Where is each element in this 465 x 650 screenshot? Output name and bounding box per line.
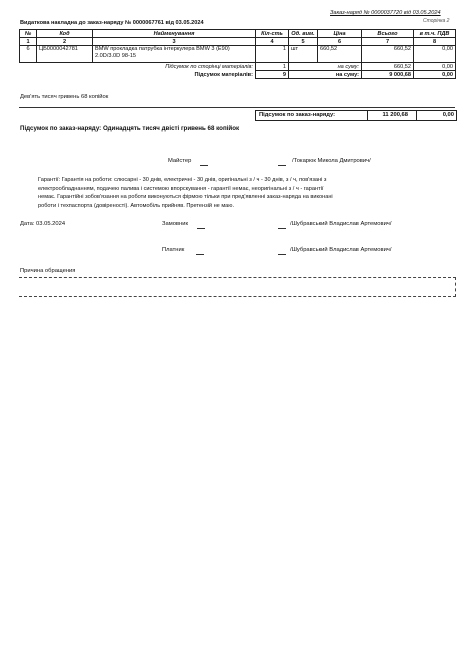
- col-number: 1: [20, 38, 37, 46]
- signature-line: [197, 228, 205, 229]
- order-total-label: Підсумок по заказ-наряду:: [259, 112, 336, 118]
- col-number: 2: [37, 38, 93, 46]
- guarantee-line: електрообладнанням, подачею палива і системою впорскування - гарантії немає, неоригінальні з / ч - гарантії: [38, 185, 324, 192]
- row-vat: 0,00: [414, 46, 456, 63]
- signature-line: [200, 165, 208, 166]
- col-number: 4: [256, 38, 289, 46]
- row-code: ЦБ0000042781: [37, 46, 93, 63]
- page-subtotal-sum-label: на суму:: [289, 63, 362, 71]
- col-header-price: Ціна: [318, 30, 362, 38]
- col-number: 6: [318, 38, 362, 46]
- divider: [19, 107, 455, 108]
- signature-line: [196, 254, 204, 255]
- document-date: Дата: 03.05.2024: [20, 221, 66, 227]
- col-number: 7: [362, 38, 414, 46]
- col-number: 8: [414, 38, 456, 46]
- materials-total-row: [20, 71, 456, 79]
- col-number: 3: [93, 38, 256, 46]
- divider: [367, 111, 368, 120]
- divider: [416, 111, 417, 120]
- row-qty: 1: [256, 46, 289, 63]
- page-subtotal-total: 660,52: [362, 63, 414, 71]
- col-number: 5: [289, 38, 318, 46]
- invoice-title: Видаткова накладна до заказ-наряду № 0000067761 від 03.05.2024: [20, 20, 204, 26]
- master-label: Майстер: [168, 158, 192, 164]
- col-header-code: Код: [37, 30, 93, 38]
- customer-name: /Шубравський Владислав Артемович/: [290, 221, 392, 227]
- page-subtotal-row: [20, 63, 456, 71]
- customer-label: Замовник: [162, 221, 188, 227]
- materials-total-qty: 9: [256, 71, 289, 79]
- reason-label: Причина обращения: [20, 268, 76, 274]
- materials-total-words: Дев'ять тисяч гривень 68 копійок: [20, 94, 109, 100]
- materials-total-label: Підсумок матеріалів:: [20, 71, 256, 79]
- order-total-words: Підсумок по заказ-наряду: Одинадцять тисяч двісті гривень 68 копійок: [20, 125, 240, 132]
- payer-label: Платник: [162, 247, 185, 253]
- table-header-row: [20, 30, 456, 38]
- col-header-unit: Од. вим.: [289, 30, 318, 38]
- column-numbers-row: [20, 38, 456, 46]
- guarantee-line: Гарантії: Гарантія на роботи: слюсарні - 30 днів, електричні - 30 днів, оригінальні з / ч - 30 днів, з / ч, пов'язані з: [38, 177, 327, 183]
- signature-line: [278, 254, 286, 255]
- materials-total-total: 9 000,68: [362, 71, 414, 79]
- order-total-box: [255, 110, 457, 121]
- col-header-name: Найменування: [93, 30, 256, 38]
- order-reference: Заказ-наряд № 0000037720 від 03.05.2024: [330, 10, 441, 16]
- order-total-amount: 11 200,68: [382, 112, 408, 118]
- reason-box: [19, 277, 456, 297]
- col-header-no: №: [20, 30, 37, 38]
- guarantee-text: [38, 176, 333, 210]
- page-subtotal-label: Підсумок по сторінці матеріалів:: [20, 63, 256, 71]
- row-unit: шт: [289, 46, 318, 63]
- order-total-vat: 0,00: [442, 112, 454, 118]
- col-header-vat: в т.ч. ПДВ: [414, 30, 456, 38]
- col-header-total: Всього: [362, 30, 414, 38]
- row-name: BMW прокладка патрубка інтеркулера BMW 3 (E90) 2.0D/3.0D 98-15: [93, 46, 256, 63]
- page-number: Сторінка 2: [423, 18, 450, 24]
- row-price: 660,52: [318, 46, 362, 63]
- guarantee-line: роботи і техпаспорта (довіреності). Автомобіль прийняв. Претензій не маю.: [38, 202, 235, 209]
- payer-name: /Шубравський Владислав Артемович/: [290, 247, 392, 253]
- col-header-qty: Кіл-сть: [256, 30, 289, 38]
- page-subtotal-qty: 1: [256, 63, 289, 71]
- row-total: 660,52: [362, 46, 414, 63]
- items-table: [19, 29, 456, 79]
- signature-line: [278, 165, 286, 166]
- master-name: /Токарюк Микола Дмитрович/: [292, 158, 371, 164]
- signature-line: [278, 228, 286, 229]
- materials-total-vat: 0,00: [414, 71, 456, 79]
- guarantee-line: немає. Гарантійні зобов'язання на роботи виконуються фірмою тільки при пред'явленні заказ-наряда на виконані: [38, 194, 333, 201]
- page-subtotal-vat: 0,00: [414, 63, 456, 71]
- table-row: [20, 46, 456, 63]
- materials-total-sum-label: на суму:: [289, 71, 362, 79]
- row-no: 6: [20, 46, 37, 63]
